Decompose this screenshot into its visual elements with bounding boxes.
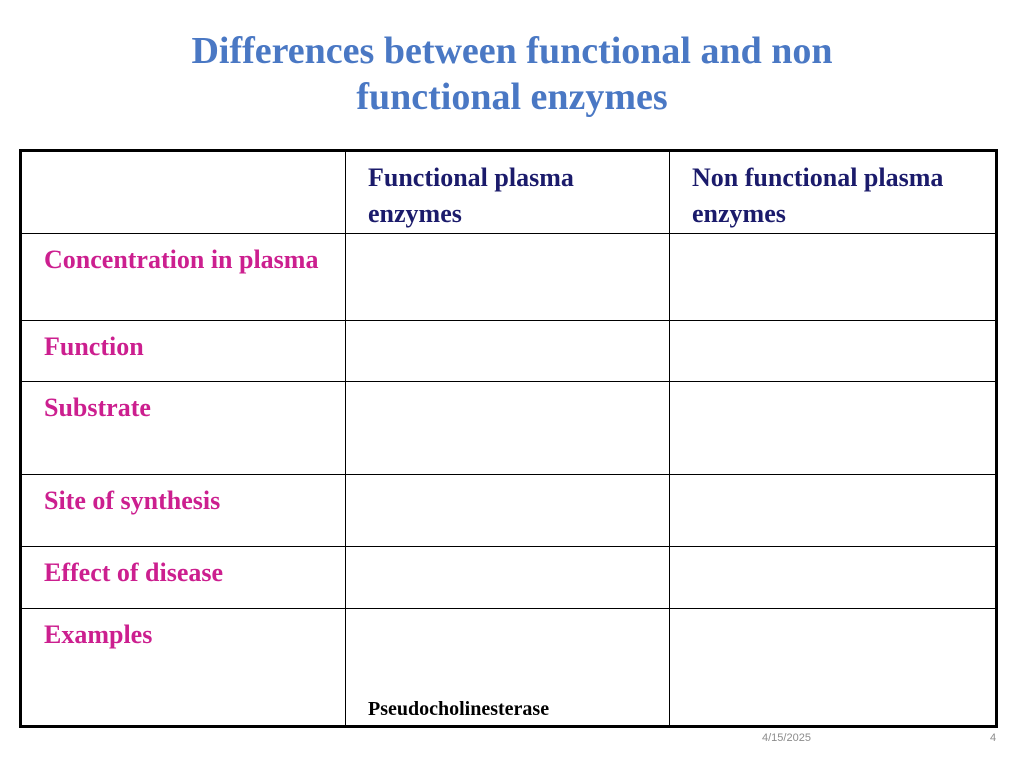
cell-disease-non-functional: [670, 547, 997, 609]
table-row: [21, 547, 997, 609]
slide-title: [0, 28, 1024, 120]
row-label-effect-of-disease: Effect of disease: [21, 547, 346, 609]
cell-function-functional: [346, 321, 670, 382]
row-label-function: Function: [21, 321, 346, 382]
header-functional: Functional plasma enzymes: [346, 151, 670, 234]
cell-examples-non-functional: [670, 609, 997, 727]
header-non-functional: Non functional plasma enzymes: [670, 151, 997, 234]
row-label-site-of-synthesis: Site of synthesis: [21, 475, 346, 547]
table-row: [21, 234, 997, 321]
example-functional-text: Pseudocholinesterase: [368, 698, 550, 720]
row-label-concentration: Concentration in plasma: [21, 234, 346, 321]
table-header-row: [21, 151, 997, 234]
header-cell-empty: [21, 151, 346, 234]
footer-page-number: 4: [990, 732, 997, 744]
cell-disease-functional: [346, 547, 670, 609]
row-label-substrate: Substrate: [21, 382, 346, 475]
cell-examples-functional: [346, 609, 670, 727]
table-row: [21, 321, 997, 382]
cell-site-non-functional: [670, 475, 997, 547]
cell-concentration-functional: [346, 234, 670, 321]
slide-title-line-1: Differences between functional and non: [191, 30, 833, 72]
slide-title-line-2: functional enzymes: [356, 76, 668, 118]
cell-site-functional: [346, 475, 670, 547]
cell-concentration-non-functional: [670, 234, 997, 321]
table-row: [21, 475, 997, 547]
table-row: [21, 609, 997, 727]
table-row: [21, 382, 997, 475]
footer-date: 4/15/2025: [762, 732, 811, 744]
comparison-table: [19, 149, 998, 728]
cell-function-non-functional: [670, 321, 997, 382]
cell-substrate-non-functional: [670, 382, 997, 475]
cell-substrate-functional: [346, 382, 670, 475]
row-label-examples: Examples: [21, 609, 346, 727]
